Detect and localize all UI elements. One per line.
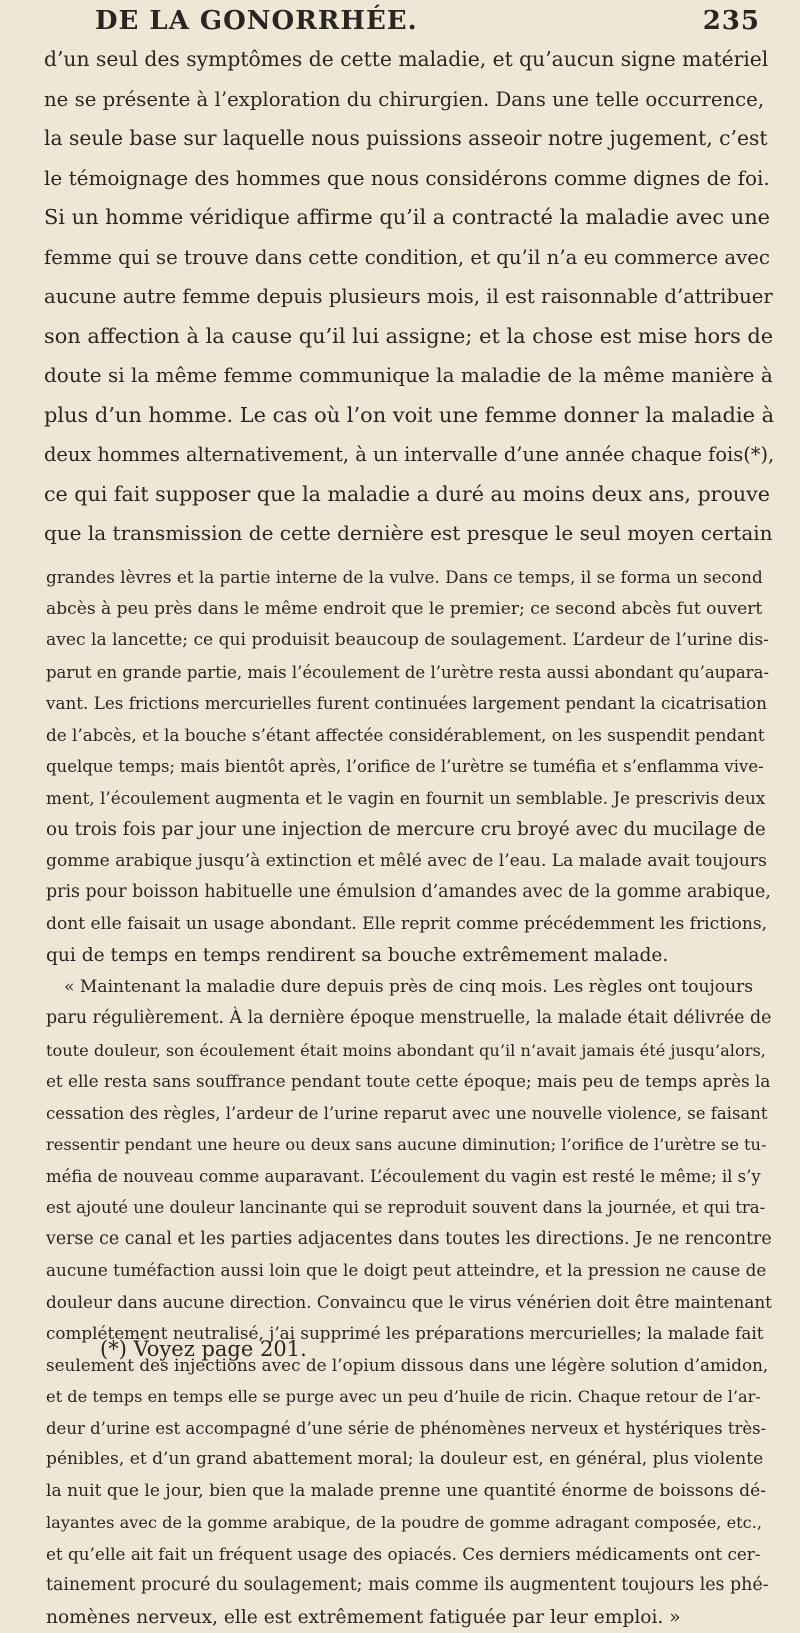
text-line: layantes avec de la gomme arabique, de la poudre de gomme adragant composée, etc.,: [46, 1507, 772, 1539]
text-line: doute si la même femme communique la maladie de la même manière à: [44, 356, 774, 396]
text-line: deux hommes alternativement, à un intervalle d’une année chaque fois(*),: [44, 435, 774, 475]
text-line: la nuit que le jour, bien que la malade prenne une quantité énorme de boissons dé-: [46, 1476, 772, 1508]
text-line: que la transmission de cette dernière est presque le seul moyen certain: [44, 514, 774, 554]
text-line: pris pour boisson habituelle une émulsion d’amandes avec de la gomme arabique,: [46, 877, 772, 909]
text-line: gomme arabique jusqu’à extinction et mêlé avec de l’eau. La malade avait toujours: [46, 846, 772, 878]
text-line: Si un homme véridique affirme qu’il a contracté la maladie avec une: [44, 198, 774, 238]
text-line: le témoignage des hommes que nous considérons comme dignes de foi.: [44, 159, 774, 199]
text-line: cessation des règles, l’ardeur de l’urine reparut avec une nouvelle violence, se faisant: [46, 1098, 772, 1130]
text-line: complétement neutralisé, j’ai supprimé les préparations mercurielles; la malade fait: [46, 1318, 772, 1350]
text-line: est ajouté une douleur lancinante qui se reproduit souvent dans la journée, et qui tra-: [46, 1192, 772, 1224]
text-line: seulement des injections avec de l’opium dissous dans une légère solution d’amidon,: [46, 1350, 772, 1382]
text-line: toute douleur, son écoulement était moins abondant qu’il n’avait jamais été jusqu’alors,: [46, 1035, 772, 1067]
page-number: 235: [703, 6, 760, 36]
text-line: quelque temps; mais bientôt après, l’orifice de l’urètre se tuméfia et s’enflamma vive-: [46, 751, 772, 783]
text-line: douleur dans aucune direction. Convaincu que le virus vénérien doit être maintenant: [46, 1287, 772, 1319]
text-line: méfia de nouveau comme auparavant. L’écoulement du vagin est resté le même; il s’y: [46, 1161, 772, 1193]
text-line: paru régulièrement. À la dernière époque menstruelle, la malade était délivrée de: [46, 1003, 772, 1035]
text-line: verse ce canal et les parties adjacentes dans toutes les directions. Je ne rencontre: [46, 1224, 772, 1256]
text-line: vant. Les frictions mercurielles furent continuées largement pendant la cicatrisation: [46, 688, 772, 720]
text-line: parut en grande partie, mais l’écoulement de l’urètre resta aussi abondant qu’aupara-: [46, 657, 772, 689]
text-line: nomènes nerveux, elle est extrêmement fatiguée par leur emploi. »: [46, 1602, 772, 1633]
text-line: et de temps en temps elle se purge avec un peu d’huile de ricin. Chaque retour de l’ar-: [46, 1381, 772, 1413]
text-line: dont elle faisait un usage abondant. Elle reprit comme précédemment les frictions,: [46, 909, 772, 941]
text-line: tainement procuré du soulagement; mais comme ils augmentent toujours les phé-: [46, 1570, 772, 1602]
text-line: ressentir pendant une heure ou deux sans aucune diminution; l’orifice de l’urètre se tu-: [46, 1129, 772, 1161]
text-line: ce qui fait supposer que la maladie a duré au moins deux ans, prouve: [44, 475, 774, 515]
text-line: et qu’elle ait fait un fréquent usage des opiacés. Ces derniers médicaments ont cer-: [46, 1539, 772, 1571]
main-text: [44, 40, 774, 554]
text-line: abcès à peu près dans le même endroit que le premier; ce second abcès fut ouvert: [46, 594, 772, 626]
footnote: (*) Voyez page 201.: [100, 1337, 307, 1361]
running-header: [95, 2, 760, 40]
text-line: d’un seul des symptômes de cette maladie, et qu’aucun signe matériel: [44, 40, 774, 80]
text-line: grandes lèvres et la partie interne de la vulve. Dans ce temps, il se forma un second: [46, 562, 772, 594]
running-title: DE LA GONORRHÉE.: [95, 6, 418, 36]
text-line: ment, l’écoulement augmenta et le vagin en fournit un semblable. Je prescrivis deux: [46, 783, 772, 815]
text-line: avec la lancette; ce qui produisit beaucoup de soulagement. L’ardeur de l’urine dis-: [46, 625, 772, 657]
text-line: ou trois fois par jour une injection de mercure cru broyé avec du mucilage de: [46, 814, 772, 846]
text-line: femme qui se trouve dans cette condition, et qu’il n’a eu commerce avec: [44, 238, 774, 278]
text-line: qui de temps en temps rendirent sa bouche extrêmement malade.: [46, 940, 772, 972]
text-line: pénibles, et d’un grand abattement moral; la douleur est, en général, plus violente: [46, 1444, 772, 1476]
text-line: aucune autre femme depuis plusieurs mois, il est raisonnable d’attribuer: [44, 277, 774, 317]
text-line: et elle resta sans souffrance pendant toute cette époque; mais peu de temps après la: [46, 1066, 772, 1098]
text-line: ne se présente à l’exploration du chirurgien. Dans une telle occurrence,: [44, 80, 774, 120]
text-line: son affection à la cause qu’il lui assigne; et la chose est mise hors de: [44, 317, 774, 357]
text-line: aucune tuméfaction aussi loin que le doigt peut atteindre, et la pression ne cause de: [46, 1255, 772, 1287]
text-line: deur d’urine est accompagné d’une série de phénomènes nerveux et hystériques très-: [46, 1413, 772, 1445]
text-line: « Maintenant la maladie dure depuis près de cinq mois. Les règles ont toujours: [46, 972, 772, 1004]
text-line: de l’abcès, et la bouche s’étant affectée considérablement, on les suspendit pendant: [46, 720, 772, 752]
quoted-case-text: [46, 562, 772, 1633]
text-line: la seule base sur laquelle nous puissions asseoir notre jugement, c’est: [44, 119, 774, 159]
text-line: plus d’un homme. Le cas où l’on voit une femme donner la maladie à: [44, 396, 774, 436]
